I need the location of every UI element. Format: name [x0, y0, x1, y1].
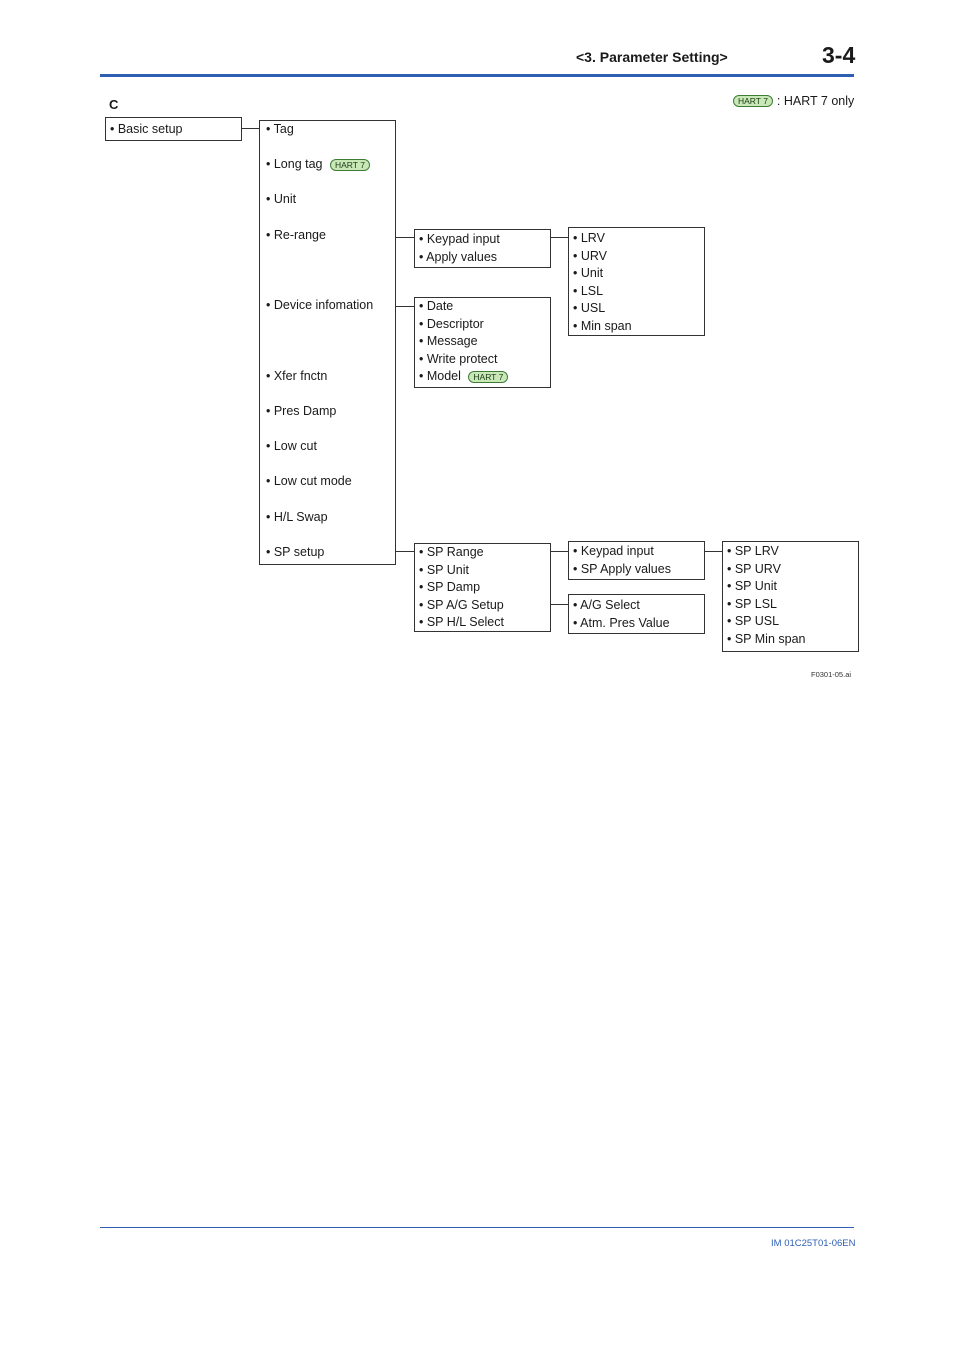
sp-range-box: [568, 541, 705, 580]
sp-setup-damp: • SP Damp: [419, 580, 481, 595]
device-info-descriptor: • Descriptor: [419, 316, 484, 331]
basic-setup-label: • Basic setup: [110, 122, 183, 136]
connector-sp-keypad-input: [705, 551, 722, 552]
sp-setup-ag-setup: • SP A/G Setup: [419, 597, 504, 612]
basic-setup-menu-box: [259, 120, 396, 565]
sp-params-box: [722, 541, 859, 652]
menu-item-low-cut: • Low cut: [266, 439, 317, 453]
device-info-box: [414, 297, 551, 388]
device-info-model-label: • Model: [419, 369, 461, 384]
figure-code: F0301-05.ai: [811, 670, 852, 679]
menu-item-sp-setup: • SP setup: [266, 545, 325, 559]
connector-sp-ag-setup: [551, 604, 568, 605]
menu-item-xfer-fnctn: • Xfer fnctn: [266, 369, 328, 383]
param-min-span: • Min span: [573, 318, 632, 333]
menu-item-pres-damp: • Pres Damp: [266, 404, 337, 418]
param-urv: • URV: [573, 248, 608, 263]
connector-sp-range: [551, 551, 568, 552]
device-info-write-protect: • Write protect: [419, 351, 498, 366]
connector-device-info: [396, 306, 414, 307]
sp-setup-unit: • SP Unit: [419, 562, 469, 577]
sp-ag-select: • A/G Select: [573, 598, 640, 612]
sp-param-urv: • SP URV: [727, 561, 781, 576]
sp-param-lrv: • SP LRV: [727, 544, 779, 558]
re-range-item-apply-values: • Apply values: [419, 249, 498, 264]
menu-item-long-tag-label: • Long tag: [266, 157, 323, 171]
param-lsl: • LSL: [573, 283, 604, 298]
param-lrv: • LRV: [573, 231, 605, 245]
menu-item-low-cut-mode: • Low cut mode: [266, 474, 352, 488]
param-usl: • USL: [573, 301, 606, 316]
document-code: IM 01C25T01-06EN: [771, 1238, 856, 1249]
section-letter: C: [109, 97, 119, 112]
footer-rule: [100, 1227, 854, 1228]
hart7-badge: HART 7: [468, 371, 508, 383]
legend: [733, 94, 854, 108]
menu-item-unit: • Unit: [266, 192, 297, 206]
hart7-badge: HART 7: [733, 95, 773, 107]
page-number: 3-4: [822, 42, 856, 68]
legend-text: : HART 7 only: [776, 94, 855, 108]
sp-ag-box: [568, 594, 705, 634]
device-info-model: [415, 368, 550, 386]
sp-param-lsl: • SP LSL: [727, 596, 778, 611]
device-info-message: • Message: [419, 334, 478, 349]
menu-item-long-tag: [266, 157, 370, 172]
hart7-badge: HART 7: [330, 159, 370, 171]
basic-setup-box: [105, 117, 242, 141]
param-unit: • Unit: [573, 266, 604, 281]
sp-ag-atm-pres-value: • Atm. Pres Value: [573, 615, 670, 630]
connector-sp-setup: [396, 551, 414, 552]
connector-re-range: [396, 237, 414, 238]
sp-param-min-span: • SP Min span: [727, 631, 806, 646]
sp-range-keypad-input: • Keypad input: [573, 544, 654, 558]
sp-setup-range: • SP Range: [419, 545, 484, 559]
connector-root: [242, 128, 259, 129]
menu-item-re-range: • Re-range: [266, 228, 326, 242]
re-range-item-keypad-input: • Keypad input: [419, 232, 500, 246]
sp-param-usl: • SP USL: [727, 614, 780, 629]
re-range-box: [414, 229, 551, 268]
menu-item-hl-swap: • H/L Swap: [266, 510, 328, 524]
header-rule: [100, 74, 854, 77]
sp-setup-box: [414, 543, 551, 632]
menu-item-device-information: • Device infomation: [266, 298, 374, 312]
section-title: <3. Parameter Setting>: [576, 49, 728, 65]
sp-range-apply-values: • SP Apply values: [573, 561, 671, 576]
connector-keypad-input: [551, 237, 568, 238]
sp-setup-hl-select: • SP H/L Select: [419, 615, 504, 630]
range-params-box: [568, 227, 705, 336]
menu-item-tag: • Tag: [266, 122, 294, 136]
device-info-date: • Date: [419, 299, 454, 313]
sp-param-unit: • SP Unit: [727, 579, 777, 594]
